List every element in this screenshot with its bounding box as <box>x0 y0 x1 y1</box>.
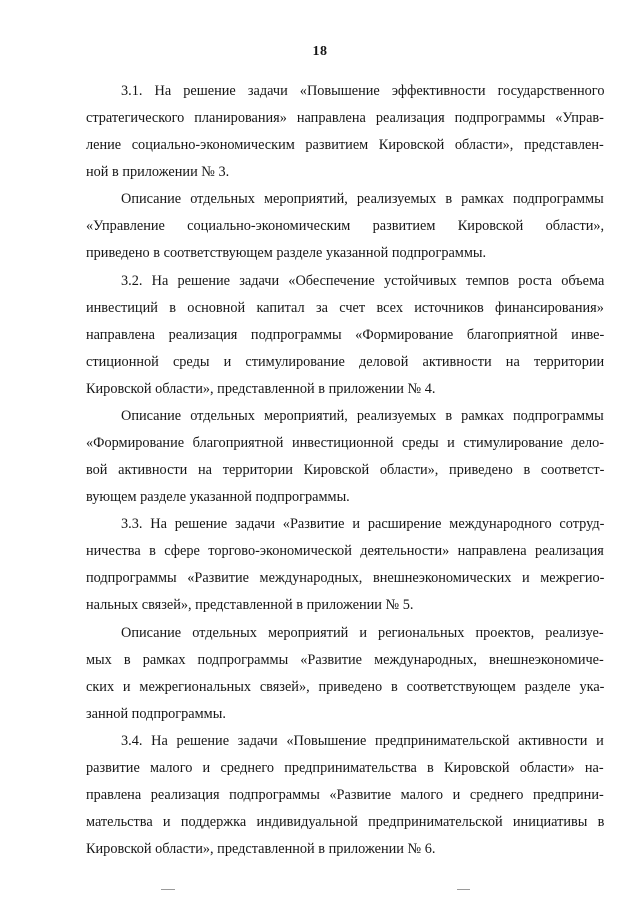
text-line: мательства и поддержка индивидуальной предпринимательской инициативы в <box>86 814 605 830</box>
text-line: подпрограммы «Развитие международных, внешнеэкономических и межрегио- <box>86 570 605 586</box>
text-line: ничества в сфере торгово-экономической деятельности» направлена реализация <box>86 543 604 559</box>
text-line: Описание отдельных мероприятий, реализуемых в рамках подпрограммы <box>121 191 604 207</box>
scan-artifact <box>457 889 470 890</box>
text-line: стратегического планирования» направлена реализация подпрограммы «Управ- <box>86 110 604 126</box>
text-line: «Формирование благоприятной инвестиционной среды и стимулирование дело- <box>86 435 605 451</box>
text-line: ских и межрегиональных связей», приведено в соответствующем разделе ука- <box>86 679 605 695</box>
text-line: 3.2. На решение задачи «Обеспечение устойчивых темпов роста объема <box>121 273 605 289</box>
text-line: Описание отдельных мероприятий и региональных проектов, реализуе- <box>121 625 604 641</box>
text-line: занной подпрограммы. <box>86 706 226 722</box>
text-line: правлена реализация подпрограммы «Развитие малого и среднего предприни- <box>86 787 604 803</box>
text-line: направлена реализация подпрограммы «Формирование благоприятной инве- <box>86 327 605 343</box>
scan-artifact <box>161 889 175 890</box>
text-line: приведено в соответствующем разделе указанной подпрограммы. <box>86 245 487 261</box>
text-line: нальных связей», представленной в приложении № 5. <box>86 597 414 613</box>
page-number: 18 <box>312 44 328 59</box>
text-line: ление социально-экономическим развитием Кировской области», представлен- <box>86 137 604 153</box>
text-line: вой активности на территории Кировской области», приведено в соответст- <box>86 462 605 478</box>
text-line: 3.3. На решение задачи «Развитие и расширение международного сотруд- <box>121 516 605 532</box>
text-line: Кировской области», представленной в приложении № 4. <box>86 381 436 397</box>
text-line: «Управление социально-экономическим развитием Кировской области», <box>86 218 605 234</box>
text-line: ной в приложении № 3. <box>86 164 230 180</box>
text-line: Описание отдельных мероприятий, реализуемых в рамках подпрограммы <box>121 408 604 424</box>
text-line: мых в рамках подпрограммы «Развитие международных, внешнеэкономиче- <box>86 652 604 668</box>
text-line: стиционной среды и стимулирование деловой активности на территории <box>86 354 605 370</box>
text-line: 3.1. На решение задачи «Повышение эффективности государственного <box>121 83 605 99</box>
text-line: 3.4. На решение задачи «Повышение предпринимательской активности и <box>121 733 604 749</box>
text-line: Кировской области», представленной в приложении № 6. <box>86 841 436 857</box>
text-line: инвестиций в основной капитал за счет всех источников финансирования» <box>86 300 604 316</box>
text-line: вующем разделе указанной подпрограммы. <box>86 489 350 505</box>
text-line: развитие малого и среднего предпринимательства в Кировской области» на- <box>86 760 604 776</box>
